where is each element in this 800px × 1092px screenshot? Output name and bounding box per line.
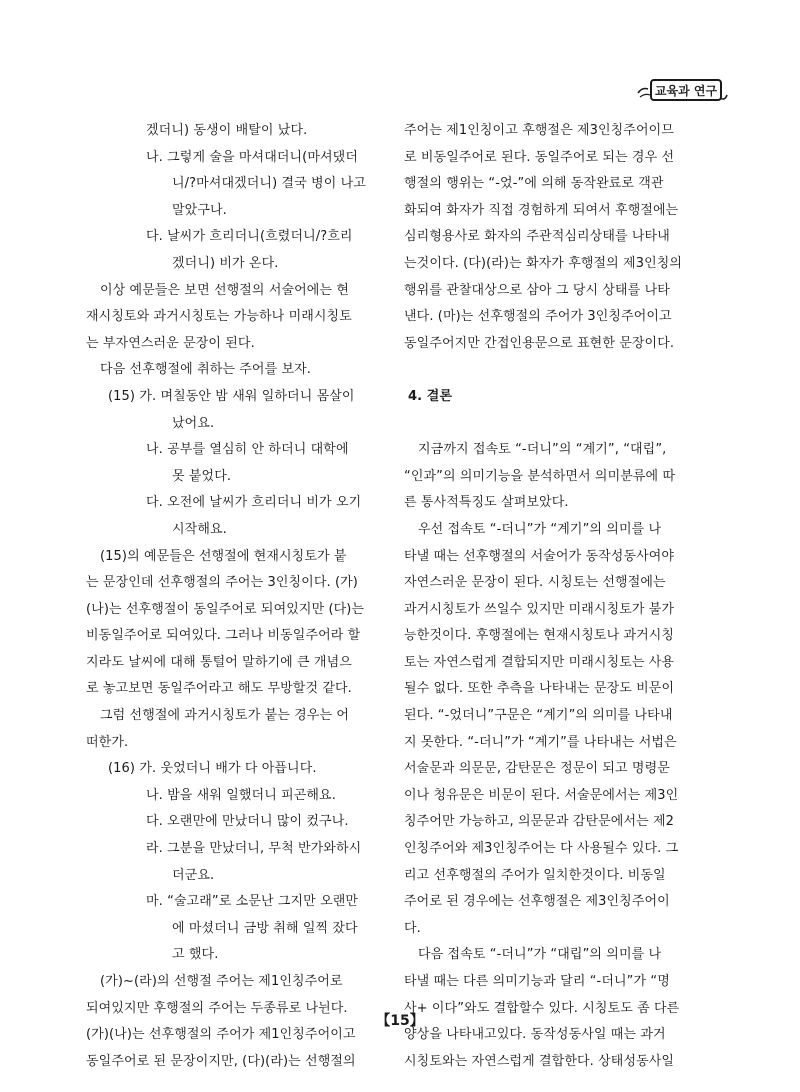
text-line: 다. 날씨가 흐리더니(흐렸더니/?흐리 xyxy=(146,229,353,245)
text-line: 고 했다. xyxy=(172,947,219,963)
example-line: 나. 공부를 열심히 안 하더니 대학에 xyxy=(146,442,349,458)
text-line: 행위를 관찰대상으로 삼아 그 당시 상태를 나타 xyxy=(404,282,670,298)
text-line: 는 문장인데 선후행절의 주어는 3인칭이다. (가) xyxy=(86,575,358,591)
text-line: 이상 예문들은 보면 선행절의 서술어에는 현 xyxy=(100,282,350,298)
text-line: 더군요. xyxy=(172,867,215,883)
text-line: 능한것이다. 후행절에는 현재시칭토나 과거시칭 xyxy=(404,628,675,644)
text-line: 못 붙었다. xyxy=(172,468,232,484)
text-line: 리고 선후행절의 주어가 일치한것이다. 비동일 xyxy=(404,867,666,883)
journal-logo xyxy=(636,76,728,106)
text-line: 재시칭토와 과거시칭토는 가능하나 미래시칭토 xyxy=(86,309,352,325)
text-line: 다. xyxy=(404,920,421,936)
text-line: 동일주어지만 간접인용문으로 표현한 문장이다. xyxy=(404,335,675,351)
example-line: 다. 오전에 날씨가 흐리더니 비가 오기 xyxy=(146,495,362,511)
text-line: 양상을 나타내고있다. 동작성동사일 때는 과거 xyxy=(404,1027,666,1043)
text-line: 떠한가. xyxy=(86,734,129,750)
text-line: 지금까지 접속토 “-더니”의 “계기”, “대립”, xyxy=(418,442,667,458)
text-line: 다음 선후행절에 취하는 주어를 보자. xyxy=(100,362,312,378)
text-line: 이나 청유문은 비문이 된다. 서술문에서는 제3인 xyxy=(404,787,679,803)
text-line: 겠더니) 동생이 배탈이 났다. xyxy=(146,123,308,138)
text-line: 화되여 화자가 직접 경험하게 되여서 후행절에는 xyxy=(404,202,679,218)
text-line: 에 마셨더니 금방 취해 일찍 잤다 xyxy=(172,920,358,936)
text-line: 그럼 선행절에 과거시칭토가 붙는 경우는 어 xyxy=(100,708,350,724)
section-spacer xyxy=(404,411,706,438)
example-line: 나. 밤을 새워 일했더니 피곤해요. xyxy=(146,787,336,803)
text-line: 시칭토와는 자연스럽게 결합한다. 상태성동사일 xyxy=(404,1053,675,1069)
text-line: 지 못한다. “-더니”가 “계기”를 나타내는 서법은 xyxy=(404,734,677,750)
example-line: (15) 가. 며칠동안 밤 새워 일하더니 몸살이 xyxy=(108,388,355,404)
example-line: 라. 그분을 만났더니, 무척 반가와하시 xyxy=(146,841,362,857)
journal-logo-graphic xyxy=(636,76,728,106)
text-line: 우선 접속토 “-더니”가 “계기”의 의미를 나 xyxy=(418,521,662,537)
text-line: 주어는 제1인칭이고 후행절은 제3인칭주어이므 xyxy=(404,123,674,138)
text-line: 토는 자연스럽게 결합되지만 미래시칭토는 사용 xyxy=(404,654,675,670)
text-line: 과거시칭토가 쓰일수 있지만 미래시칭토가 불가 xyxy=(404,601,675,617)
text-line: 된다. “-었더니”구문은 “계기”의 의미를 나타내 xyxy=(404,708,673,724)
text-line: 겠더니) 비가 온다. xyxy=(172,255,279,271)
text-line: 타낼 때는 다른 의미기능과 달리 “-더니”가 “명 xyxy=(404,974,670,989)
text-line: 인칭주어와 제3인칭주어는 다 사용될수 있다. 그 xyxy=(404,841,679,857)
text-line: 다음 접속토 “-더니”가 “대립”의 의미를 나 xyxy=(418,947,662,963)
text-line: 나. 그렇게 술을 마셔대더니(마셔댔더 xyxy=(146,149,358,165)
example-line: 마. “술고래”로 소문난 그지만 오랜만 xyxy=(146,894,359,910)
text-line: 는 부자연스러운 문장이 된다. xyxy=(86,335,255,351)
text-line: 났어요. xyxy=(172,415,215,431)
section-spacer xyxy=(404,357,706,384)
text-line: 주어로 된 경우에는 선후행절은 제3인칭주어이 xyxy=(404,894,670,910)
text-line: 말았구나. xyxy=(172,202,227,218)
text-line: 른 통사적특징도 살펴보았다. xyxy=(404,495,569,511)
text-line: 서술문과 의문문, 감탄문은 정문이 되고 명령문 xyxy=(404,761,670,777)
example-line: (16) 가. 웃었더니 배가 다 아픕니다. xyxy=(108,761,317,777)
text-line: (가)(나)는 선후행절의 주어가 제1인칭주어이고 xyxy=(86,1027,356,1043)
text-line: 행절의 행위는 “-었-”에 의해 동작완료로 객관 xyxy=(404,176,664,192)
page-number: 【15】 xyxy=(376,1013,424,1029)
text-line: 는것이다. (다)(라)는 화자가 후행절의 제3인칭의 xyxy=(404,255,683,271)
text-line: 지라도 날씨에 대해 통털어 말하기에 큰 개념으 xyxy=(86,654,352,670)
right-column xyxy=(404,118,706,1075)
text-line: (15)의 예문들은 선행절에 현재시칭토가 붙 xyxy=(100,548,347,564)
text-line: 심리형용사로 화자의 주관적심리상태를 나타내 xyxy=(404,229,670,245)
text-line: (나)는 선후행절이 동일주어로 되여있지만 (다)는 xyxy=(86,601,365,617)
left-column xyxy=(86,118,388,1075)
text-line: 되여있지만 후행절의 주어는 두종류로 나뉜다. xyxy=(86,1000,348,1016)
svg-text:교육과 연구: 교육과 연구 xyxy=(654,84,718,98)
text-line: 동일주어로 된 문장이지만, (다)(라)는 선행절의 xyxy=(86,1053,356,1069)
text-line: 낸다. (마)는 선후행절의 주어가 3인칭주어이고 xyxy=(404,309,672,325)
text-line: 될수 없다. 또한 추측을 나타내는 문장도 비문이 xyxy=(404,681,675,697)
text-line: 로 비동일주어로 된다. 동일주어로 되는 경우 선 xyxy=(404,149,675,165)
text-line: “인과”의 의미기능을 분석하면서 의미분류에 따 xyxy=(404,468,676,484)
text-line: 사+ 이다”와도 결합할수 있다. 시칭토도 좀 다른 xyxy=(404,1000,680,1016)
text-line: 로 놓고보면 동일주어라고 해도 무방할것 같다. xyxy=(86,681,352,697)
text-line: 니/?마셔대겠더니) 결국 병이 나고 xyxy=(172,176,366,192)
text-line: 칭주어만 가능하고, 의문문과 감탄문에서는 제2 xyxy=(404,814,675,830)
section-title: 4. 결론 xyxy=(408,388,453,404)
text-line: 타낼 때는 선후행절의 서술어가 동작성동사여야 xyxy=(404,548,675,564)
example-line: 다. 오랜만에 만났더니 많이 컸구나. xyxy=(146,814,349,830)
text-line: 시작해요. xyxy=(172,521,227,537)
text-line: (가)~(라)의 선행절 주어는 제1인칭주어로 xyxy=(100,974,343,989)
text-line: 자연스러운 문장이 된다. 시칭토는 선행절에는 xyxy=(404,575,666,591)
text-line: 비동일주어로 되여있다. 그러나 비동일주어라 할 xyxy=(86,628,361,644)
